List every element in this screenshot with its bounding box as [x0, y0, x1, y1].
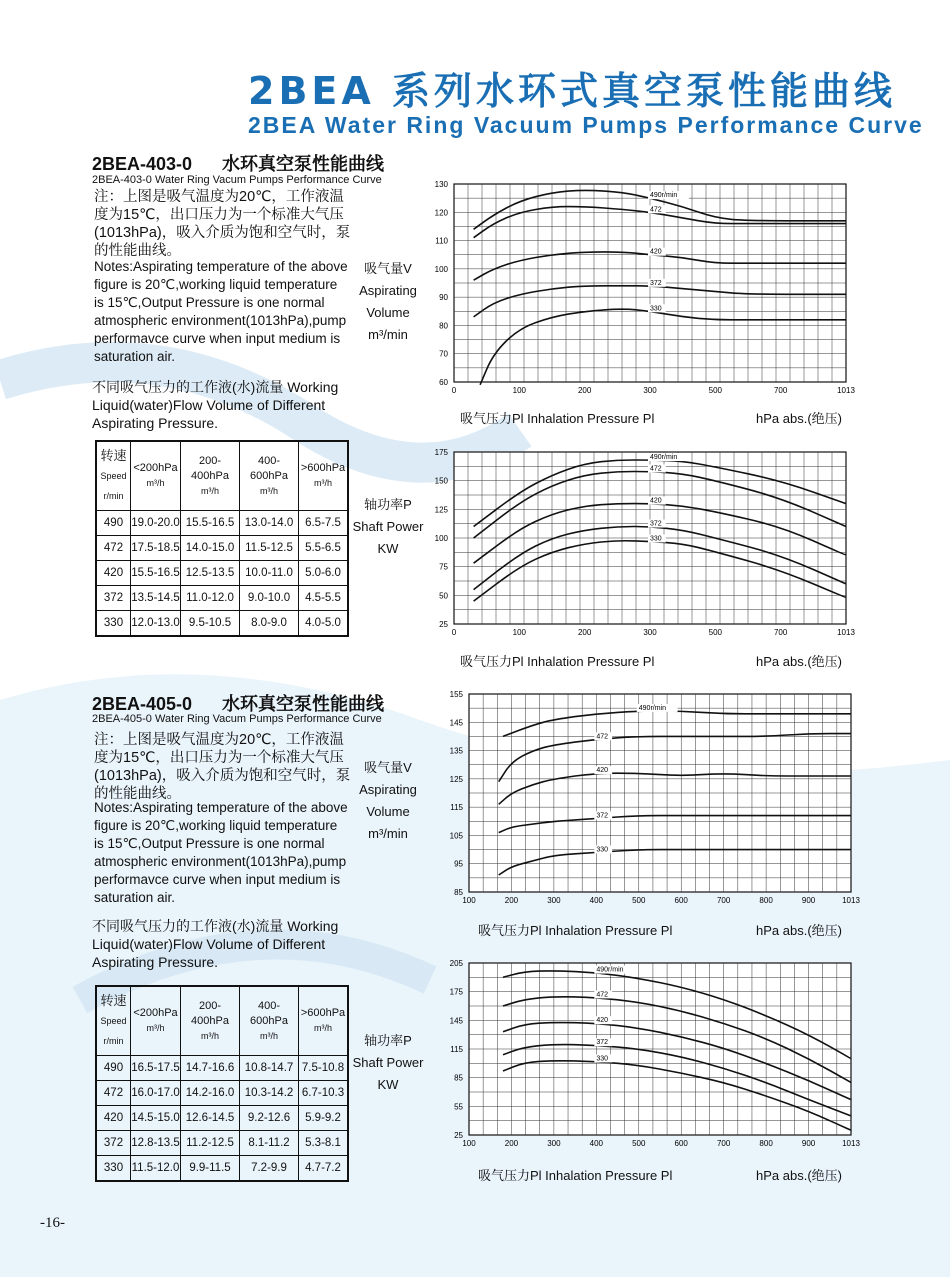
series-label: 472: [596, 733, 609, 741]
table-cell: 490: [96, 511, 131, 536]
table-cell: 15.5-16.5: [131, 561, 181, 586]
note-en: Notes:Aspirating temperature of the above figure is 20℃,working liquid temperature is 15℃,Output Pressure is one normal atmospheric environment(1013hPa),pump performavce curve when input medium is saturation air.: [94, 800, 348, 905]
y-tick-label: 175: [449, 987, 463, 997]
series-label: 420: [596, 767, 609, 775]
x-tick-label: 800: [759, 1139, 773, 1148]
table-cell: 9.9-11.5: [181, 1156, 240, 1182]
table-row: [96, 561, 348, 586]
x-tick-label: 700: [716, 1139, 731, 1148]
page-number: -16-: [40, 1215, 65, 1231]
x-tick-label: 300: [547, 896, 561, 905]
table-cell: 19.0-20.0: [131, 511, 181, 536]
y-tick-label: 95: [454, 859, 463, 869]
note-cn: 注：上图是吸气温度为20℃，工作液温度为15℃，出口压力为一个标准大气压(1013hPa)，吸入介质为饱和空气时，泵的性能曲线。: [94, 189, 351, 259]
table-cell: 7.5-10.8: [299, 1056, 349, 1081]
table-cell: 420: [96, 561, 131, 586]
speed-header-text: 转速: [100, 993, 127, 1008]
x-axis-label: 吸气压力Pl Inhalation Pressure Pl: [460, 411, 655, 426]
section-title: [92, 150, 414, 176]
table-cell: 17.5-18.5: [131, 536, 181, 561]
x-tick-label: 100: [512, 628, 527, 637]
x-tick-label: 200: [577, 628, 592, 637]
table-cell: 5.9-9.2: [299, 1106, 349, 1131]
y-tick-label: 120: [434, 208, 448, 218]
y-tick-label: 115: [450, 1045, 463, 1054]
volume-axis-label: 吸气量V Aspirating Volume m³/min: [359, 261, 417, 342]
x-axis-label: 吸气压力Pl Inhalation Pressure Pl: [478, 1168, 673, 1183]
series-label: 372: [650, 279, 662, 287]
page-title-cn: 2BEA 系列水环式真空泵性能曲线: [248, 69, 897, 113]
series-label: 420: [596, 1017, 609, 1025]
speed-header: [96, 441, 131, 511]
range-header: 200-400hPa m³/h: [181, 986, 240, 1056]
model-name: 2BEA-405-0: [92, 694, 193, 714]
x-tick-label: 400: [589, 1139, 604, 1148]
table-cell: 11.5-12.0: [131, 1156, 181, 1182]
y-tick-label: 70: [439, 349, 448, 359]
table-cell: 13.5-14.5: [131, 586, 181, 611]
x-tick-label: 800: [759, 896, 773, 905]
table-row: [96, 1131, 348, 1156]
table-cell: 15.5-16.5: [181, 511, 240, 536]
table-cell: 6.5-7.5: [299, 511, 349, 536]
note-en: Notes:Aspirating temperature of the above figure is 20℃,working liquid temperature is 15℃,Output Pressure is one normal atmospheric environment(1013hPa),pump performavce curve when input medium is saturation air.: [94, 259, 348, 364]
y-tick-label: 155: [449, 690, 463, 699]
table-row: [96, 611, 348, 637]
x-axis-label: 吸气压力Pl Inhalation Pressure Pl: [460, 654, 655, 669]
table-cell: 8.1-11.2: [240, 1131, 299, 1156]
power-axis-label: 轴功率P Shaft Power KW: [352, 1033, 424, 1092]
x-tick-label: 100: [462, 1139, 476, 1148]
table-cell: 10.3-14.2: [240, 1081, 299, 1106]
range-header: 400-600hPa m³/h: [240, 986, 299, 1056]
table-cell: 5.5-6.5: [299, 536, 349, 561]
range-header: 400-600hPa m³/h: [240, 441, 299, 511]
series-label: 372: [596, 812, 609, 820]
y-tick-label: 175: [434, 448, 448, 457]
table-cell: 11.0-12.0: [181, 586, 240, 611]
y-tick-label: 55: [454, 1102, 463, 1112]
x-tick-label: 500: [708, 386, 723, 395]
section-title-cn: 水环真空泵性能曲线: [222, 694, 385, 714]
series-label: 330: [596, 846, 609, 854]
table-row: [96, 1081, 348, 1106]
x-tick-label: 700: [716, 896, 731, 905]
table-cell: 330: [96, 611, 131, 637]
table-row: [96, 586, 348, 611]
range-header: <200hPa m³/h: [131, 986, 181, 1056]
table-cell: 372: [96, 1131, 131, 1156]
y-tick-label: 90: [439, 293, 448, 303]
series-label: 372: [650, 520, 662, 528]
x-tick-label: 300: [547, 1139, 561, 1148]
table-cell: 472: [96, 1081, 131, 1106]
series-label: 472: [596, 991, 609, 999]
table-cell: 4.0-5.0: [299, 611, 349, 637]
x-axis-unit: hPa abs.(绝压): [756, 923, 842, 938]
y-tick-label: 80: [439, 321, 448, 331]
flow-table: [95, 985, 349, 1182]
table-cell: 372: [96, 586, 131, 611]
table-cell: 9.5-10.5: [181, 611, 240, 637]
x-tick-label: 700: [773, 628, 788, 637]
table-cell: 12.6-14.5: [181, 1106, 240, 1131]
range-header: >600hPa m³/h: [299, 441, 349, 511]
x-tick-label: 200: [577, 386, 592, 395]
volume-chart: [445, 688, 860, 914]
range-header: 200-400hPa m³/h: [181, 441, 240, 511]
y-tick-label: 130: [434, 180, 448, 189]
x-tick-label: 0: [451, 628, 457, 637]
table-cell: 9.0-10.0: [240, 586, 299, 611]
x-tick-label: 500: [708, 628, 723, 637]
table-cell: 5.0-6.0: [299, 561, 349, 586]
table-cell: 14.0-15.0: [181, 536, 240, 561]
x-tick-label: 700: [773, 386, 788, 395]
power-chart: [445, 957, 860, 1157]
series-label: 330: [650, 535, 662, 543]
x-tick-label: 200: [504, 1139, 519, 1148]
y-tick-label: 110: [435, 236, 448, 246]
power-chart: [430, 446, 855, 646]
table-cell: 12.8-13.5: [131, 1131, 181, 1156]
series-label: 490r/min: [638, 704, 667, 712]
x-tick-label: 500: [632, 1139, 646, 1148]
range-header: >600hPa m³/h: [299, 986, 349, 1056]
y-tick-label: 150: [434, 476, 448, 486]
speed-header-text: r/min: [103, 491, 124, 501]
flow-title: 不同吸气压力的工作液(水)流量 Working Liquid(water)Flow Volume of Different Aspirating Pressure.: [92, 379, 339, 431]
section-subtitle: 2BEA-405-0 Water Ring Vacum Pumps Performance Curve: [92, 713, 382, 725]
x-tick-label: 300: [643, 628, 657, 637]
table-cell: 4.5-5.5: [299, 586, 349, 611]
table-cell: 7.2-9.9: [240, 1156, 299, 1182]
speed-header: [96, 986, 131, 1056]
y-tick-label: 125: [434, 505, 448, 515]
x-tick-label: 1013: [837, 386, 855, 395]
table-cell: 12.0-13.0: [131, 611, 181, 637]
table-cell: 9.2-12.6: [240, 1106, 299, 1131]
series-label: 420: [650, 248, 662, 256]
table-cell: 6.7-10.3: [299, 1081, 349, 1106]
x-tick-label: 600: [674, 1139, 688, 1148]
power-axis-label: 轴功率P Shaft Power KW: [352, 497, 424, 556]
x-tick-label: 200: [504, 896, 519, 905]
table-cell: 11.2-12.5: [181, 1131, 240, 1156]
x-axis-unit: hPa abs.(绝压): [756, 654, 842, 669]
table-cell: 14.2-16.0: [181, 1081, 240, 1106]
x-tick-label: 900: [801, 1139, 816, 1148]
x-tick-label: 100: [512, 386, 527, 395]
y-tick-label: 145: [449, 718, 463, 728]
y-tick-label: 145: [449, 1016, 463, 1026]
speed-header-text: Speed: [100, 471, 127, 481]
series-label: 472: [650, 206, 662, 214]
speed-header-text: Speed: [100, 1016, 127, 1026]
flow-table: [95, 440, 349, 637]
x-tick-label: 100: [462, 896, 476, 905]
x-tick-label: 300: [643, 386, 657, 395]
table-cell: 13.0-14.0: [240, 511, 299, 536]
volume-chart: [430, 178, 855, 404]
y-tick-label: 25: [454, 1131, 463, 1140]
table-cell: 490: [96, 1056, 131, 1081]
speed-header-text: 转速: [100, 448, 127, 463]
table-row: [96, 511, 348, 536]
model-name: 2BEA-403-0: [92, 154, 193, 174]
y-tick-label: 105: [449, 831, 463, 841]
x-tick-label: 400: [589, 896, 604, 905]
speed-header-text: r/min: [103, 1036, 124, 1046]
y-tick-label: 115: [450, 803, 463, 813]
y-tick-label: 50: [439, 591, 448, 601]
series-label: 472: [650, 465, 662, 473]
table-cell: 472: [96, 536, 131, 561]
range-header: <200hPa m³/h: [131, 441, 181, 511]
table-cell: 16.0-17.0: [131, 1081, 181, 1106]
y-tick-label: 75: [439, 562, 448, 572]
series-label: 490r/min: [650, 454, 678, 462]
y-tick-label: 135: [449, 746, 463, 756]
y-tick-label: 125: [449, 774, 463, 784]
x-tick-label: 1013: [842, 1139, 860, 1148]
series-label: 490r/min: [650, 192, 678, 200]
y-tick-label: 85: [454, 888, 463, 897]
table-cell: 11.5-12.5: [240, 536, 299, 561]
series-label: 372: [596, 1039, 609, 1047]
table-cell: 5.3-8.1: [299, 1131, 349, 1156]
table-row: [96, 1056, 348, 1081]
page-title-en: 2BEA Water Ring Vacuum Pumps Performance Curve: [248, 112, 924, 138]
y-tick-label: 100: [434, 264, 448, 274]
series-label: 420: [650, 497, 662, 505]
x-tick-label: 1013: [837, 628, 855, 637]
table-row: [96, 1156, 348, 1182]
x-tick-label: 1013: [842, 896, 860, 905]
volume-axis-label: 吸气量V Aspirating Volume m³/min: [359, 760, 417, 841]
table-cell: 12.5-13.5: [181, 561, 240, 586]
x-tick-label: 500: [632, 896, 646, 905]
series-label: 330: [596, 1055, 609, 1063]
x-tick-label: 600: [674, 896, 688, 905]
flow-title: 不同吸气压力的工作液(水)流量 Working Liquid(water)Flow Volume of Different Aspirating Pressure.: [92, 918, 339, 970]
y-tick-label: 85: [454, 1073, 463, 1083]
y-tick-label: 25: [439, 620, 448, 629]
section-title-cn: 水环真空泵性能曲线: [222, 154, 385, 174]
table-cell: 10.0-11.0: [240, 561, 299, 586]
series-label: 490r/min: [596, 966, 624, 974]
note-cn: 注：上图是吸气温度为20℃，工作液温度为15℃，出口压力为一个标准大气压(1013hPa)，吸入介质为饱和空气时，泵的性能曲线。: [94, 732, 351, 802]
table-cell: 10.8-14.7: [240, 1056, 299, 1081]
table-cell: 8.0-9.0: [240, 611, 299, 637]
x-axis-label: 吸气压力Pl Inhalation Pressure Pl: [478, 923, 673, 938]
table-cell: 14.7-16.6: [181, 1056, 240, 1081]
y-tick-label: 100: [434, 534, 448, 543]
table-cell: 420: [96, 1106, 131, 1131]
table-cell: 14.5-15.0: [131, 1106, 181, 1131]
table-cell: 4.7-7.2: [299, 1156, 349, 1182]
x-axis-unit: hPa abs.(绝压): [756, 1168, 842, 1183]
x-axis-unit: hPa abs.(绝压): [756, 411, 842, 426]
y-tick-label: 60: [439, 378, 448, 387]
table-row: [96, 1106, 348, 1131]
x-tick-label: 0: [451, 386, 457, 395]
y-tick-label: 205: [449, 959, 463, 968]
x-tick-label: 900: [801, 896, 816, 905]
section-subtitle: 2BEA-403-0 Water Ring Vacum Pumps Performance Curve: [92, 174, 382, 186]
table-cell: 330: [96, 1156, 131, 1182]
series-label: 330: [650, 305, 662, 313]
table-row: [96, 536, 348, 561]
table-cell: 16.5-17.5: [131, 1056, 181, 1081]
